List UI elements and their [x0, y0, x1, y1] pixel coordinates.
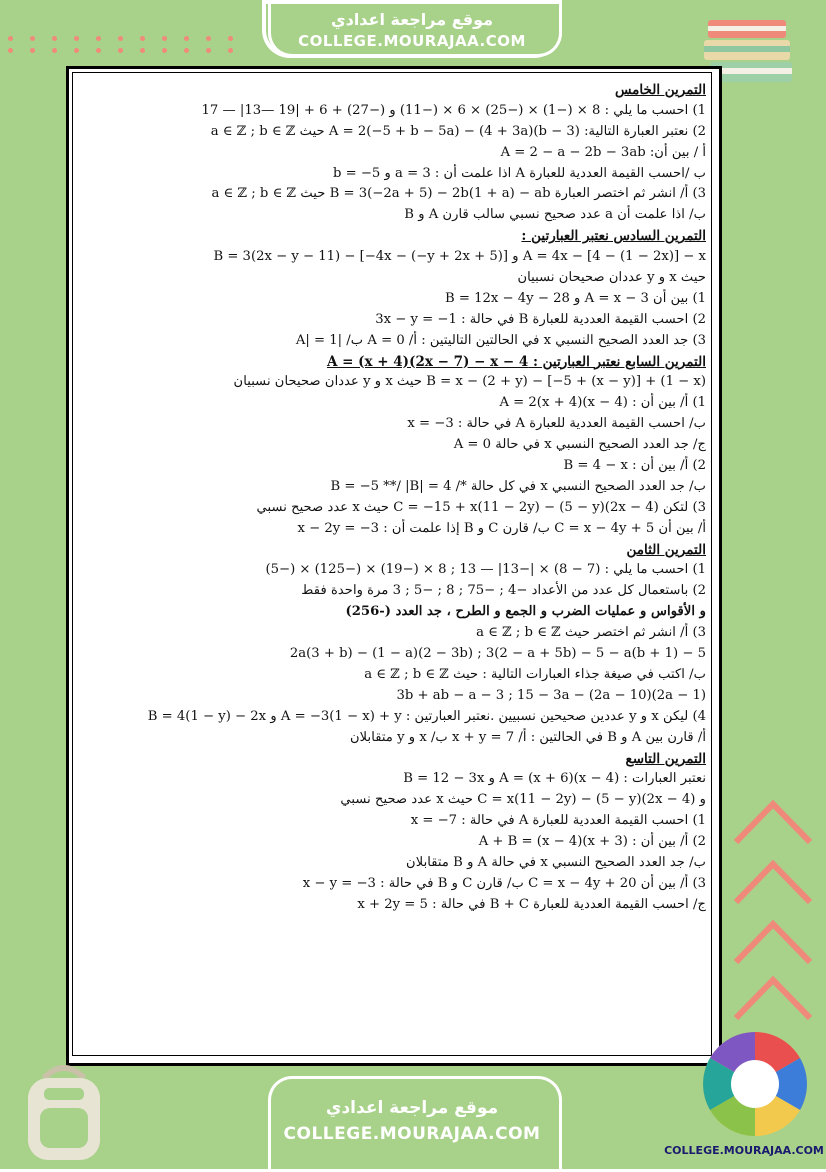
exercise-line: A = 4x − [4 − (1 − 2x)] − x و B = 3(2x − y − 11) − [−4x − (−y + 2x + 5)]	[213, 249, 706, 265]
exercise-title: التمرين الثامن	[626, 541, 706, 558]
exercise-line: أ/ بين أن C = x − 4y + 5 ب/ قارن C و B إذا علمت أن : x − 2y = −3	[297, 520, 706, 536]
exercise-line: 3) لتكن C = −15 + x(11 − 2y) − (5 − y)(2x − 4) حيث x عدد صحيح نسبي	[256, 499, 706, 515]
chevron-up-icon	[728, 912, 818, 972]
exercise-line: 4) ليكن x و y عددين صحيحين نسبيين .نعتبر العبارتين : A = −3(1 − x) + y و B = 4(1 − y) − 2x	[147, 708, 706, 724]
exercise-content	[80, 80, 706, 1040]
exercise-line: 2) أ/ بين أن : A + B = (x − 4)(x + 3)	[478, 834, 706, 850]
exercise-line: ب/ جد العدد الصحيح النسبي x في كل حالة */ B = −5 **/ |B| = 4	[330, 478, 706, 494]
exercise-line: 3) أ/ بين أن C = x − 4y + 20 ب/ قارن C و B في حالة : x − y = −3	[302, 875, 706, 891]
exercise-line: ج/ جد العدد الصحيح النسبي x في حالة A = 0	[453, 437, 706, 453]
exercise-line: 2) باستعمال كل عدد من الأعداد −4 ; −75 ; 8 ; −5 ; 3 مرة واحدة فقط	[301, 583, 706, 599]
exercise-line: و C = x(11 − 2y) − (5 − y)(2x − 4) حيث x عدد صحيح نسبي	[340, 792, 706, 808]
exercise-line: 3) أ/ انشر ثم اختصر حيث a ∈ ℤ ; b ∈ ℤ	[476, 625, 706, 641]
footer-site-name: موقع مراجعة اعدادي	[325, 1098, 499, 1118]
exercise-line: 1) احسب القيمة العددية للعبارة A في حالة : x = −7	[410, 813, 706, 829]
chevron-up-icon	[728, 968, 818, 1028]
chevron-up-icon	[728, 792, 818, 852]
exercise-line: حيث x و y عددان صحيحان نسبيان	[517, 270, 706, 286]
exercise-line: أ / بين أن: A = 2 − a − 2b − 3ab	[500, 144, 706, 160]
exercise-line: 3b + ab − a − 3 ; 15 − 3a − (2a − 10)(2a − 1)	[396, 687, 706, 703]
exercise-title: التمرين السادس نعتبر العبارتين :	[521, 228, 706, 245]
exercise-line: 2) احسب القيمة العددية للعبارة B في حالة : 3x − y = −1	[375, 311, 706, 327]
exercise-title: التمرين التاسع	[625, 750, 706, 767]
exercise-line: ب/ اكتب في صيغة جذاء العبارات التالية : حيث a ∈ ℤ ; b ∈ ℤ	[364, 666, 706, 682]
exercise-line: ب/ اذا علمت أن a عدد صحيح نسبي سالب قارن A و B	[404, 207, 706, 223]
site-logo-icon	[694, 1026, 816, 1142]
exercise-line: 5 − 2a(3 + b) − (1 − a)(2 − 3b) ; 3(2 − a + 5b) − 5 − a(b + 1)	[289, 646, 706, 662]
chevron-up-icon	[728, 852, 818, 912]
backpack-icon	[14, 1058, 114, 1163]
exercise-line: 2) نعتبر العبارة التالية: A = 2(−5 + b − 5a) − (4 + 3a)(b − 3) حيث a ∈ ℤ ; b ∈ ℤ	[210, 123, 706, 139]
header-site-name: موقع مراجعة اعدادي	[330, 10, 494, 29]
header-site-url[interactable]: COLLEGE.MOURAJAA.COM	[298, 32, 526, 50]
exercise-title: التمرين الخامس	[614, 82, 706, 98]
exercise-line: 1) احسب ما يلي : (7 − 8) × |−13| — 13 ; 8 × (−19) × (−125) × (−5)	[265, 562, 706, 578]
exercise-line: 3) جد العدد الصحيح النسبي x في الحالتين التاليتين : أ/ A = 0 ب/ |A| = 1	[295, 332, 706, 348]
exercise-line: ب /احسب القيمة العددية للعبارة A اذا علمت أن : a = 3 و b = −5	[332, 165, 706, 181]
exercise-line: و الأقواس و عمليات الضرب و الجمع و الطرح ، جد العدد (-256)	[345, 604, 706, 620]
exercise-line: 2) أ/ بين أن : B = 4 − x	[563, 458, 706, 474]
footer-site-url[interactable]: COLLEGE.MOURAJAA.COM	[283, 1124, 541, 1144]
exercise-line: ج/ احسب القيمة العددية للعبارة B + C في حالة : x + 2y = 5	[357, 896, 706, 912]
exercise-line: 1) أ/ بين أن : A = 2(x + 4)(x − 4)	[499, 395, 706, 411]
exercise-title: التمرين السابع نعتبر العبارتين : A = (x + 4)(2x − 7) − x − 4	[326, 353, 706, 370]
exercise-line: B = x − (2 + y) − [−5 + (x − y)] + (1 − x) حيث x و y عددان صحيحان نسبيان	[233, 374, 706, 390]
exercise-line: نعتبر العبارات : A = (x + 6)(x − 4) و B = 12 − 3x	[403, 771, 706, 787]
exercise-line: 1) احسب ما يلي : 8 × (−1) × (−25) × 6 × (−11) و (−27) + 6 + |19 —13| — 17	[201, 102, 706, 118]
logo-site-url[interactable]: COLLEGE.MOURAJAA.COM	[664, 1144, 824, 1157]
exercise-line: 1) بين أن A = x − 3 و B = 12x − 4y − 28	[445, 290, 706, 306]
decorative-dots	[8, 36, 258, 56]
exercise-line: ب/ احسب القيمة العددية للعبارة A في حالة : x = −3	[407, 416, 706, 432]
exercise-line: 3) أ/ انشر ثم اختصر العبارة B = 3(−2a + 5) − 2b(1 + a) − ab حيث a ∈ ℤ ; b ∈ ℤ	[211, 186, 706, 202]
exercise-line: ب/ جد العدد الصحيح النسبي x في حالة A و B متقابلان	[406, 854, 706, 870]
exercise-line: أ/ قارن بين A و B في الحالتين : أ/ x + y = 7 ب/ x و y متقابلان	[349, 729, 706, 745]
